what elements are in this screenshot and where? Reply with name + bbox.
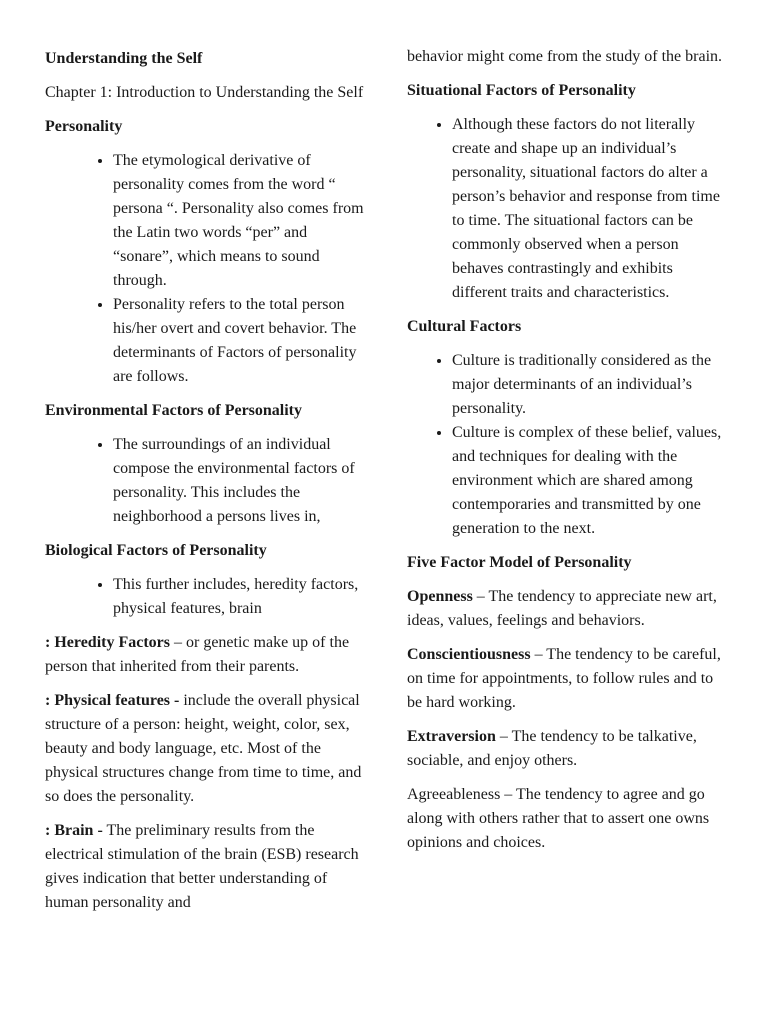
list-item: • The surroundings of an individual compose the environmental factors of personality. This includes the neighborhood a persons lives in, [113, 433, 365, 529]
chapter-title: Chapter 1: Introduction to Understanding the Self [45, 84, 364, 101]
environmental-list [45, 433, 365, 529]
conscientiousness-paragraph [407, 643, 727, 715]
biological-list [45, 573, 365, 621]
left-column [45, 47, 365, 925]
agreeableness-paragraph: Agreeableness – The tendency to agree and go along with others rather that to assert one owns opinions and choices. [407, 786, 710, 851]
right-column [407, 45, 727, 865]
heredity-paragraph [45, 631, 365, 679]
brain-paragraph [45, 819, 365, 915]
heredity-text: – or genetic make up of the person that inherited from their parents. [45, 634, 350, 675]
list-item: • The etymological derivative of personality comes from the word “ persona “. Personality also comes from the Latin two words “per” and “sonare”, which means to sound through. [113, 149, 365, 293]
conscientiousness-text: – The tendency to be careful, on time for appointments, to follow rules and to be hard working. [407, 646, 721, 711]
document-title: Understanding the Self [45, 50, 203, 67]
conscientiousness-term: Conscientiousness [407, 646, 531, 663]
extraversion-term: Extraversion [407, 728, 496, 745]
environmental-heading: Environmental Factors of Personality [45, 402, 303, 419]
openness-text: – The tendency to appreciate new art, ideas, values, feelings and behaviors. [407, 588, 717, 629]
extraversion-text: – The tendency to be talkative, sociable, and enjoy others. [407, 728, 697, 769]
physical-text: include the overall physical structure of a person: height, weight, color, sex, beauty and body language, etc. Most of the physical structures change from time to time, and so does the personality. [45, 692, 362, 805]
extraversion-paragraph [407, 725, 727, 773]
situational-heading: Situational Factors of Personality [407, 82, 636, 99]
list-item: • Culture is complex of these belief, values, and techniques for dealing with the environment which are shared among contemporaries and transmitted by one generation to the next. [452, 421, 727, 541]
heredity-term: : Heredity Factors [45, 634, 170, 651]
continued-paragraph: behavior might come from the study of the brain. [407, 48, 723, 65]
brain-text: The preliminary results from the electrical stimulation of the brain (ESB) research gives indication that better understanding of human personality and [45, 822, 359, 911]
brain-term: : Brain - [45, 822, 103, 839]
list-item: • Personality refers to the total person his/her overt and covert behavior. The determinants of Factors of personality are follows. [113, 293, 365, 389]
physical-term: : Physical features - [45, 692, 180, 709]
five-factor-heading: Five Factor Model of Personality [407, 554, 632, 571]
personality-list [45, 149, 365, 389]
list-item: • Although these factors do not literally create and shape up an individual’s personality, situational factors do alter a person’s behavior and response from time to time. The situational factors can be commonly observed when a person behaves contrastingly and exhibits different traits and characteristics. [452, 113, 727, 305]
cultural-heading: Cultural Factors [407, 318, 522, 335]
openness-paragraph [407, 585, 727, 633]
biological-heading: Biological Factors of Personality [45, 542, 267, 559]
cultural-list [407, 349, 727, 541]
personality-heading: Personality [45, 118, 123, 135]
situational-list [407, 113, 727, 305]
list-item: • Culture is traditionally considered as the major determinants of an individual’s personality. [452, 349, 727, 421]
list-item: • This further includes, heredity factors, physical features, brain [113, 573, 365, 621]
openness-term: Openness [407, 588, 473, 605]
physical-paragraph [45, 689, 365, 809]
